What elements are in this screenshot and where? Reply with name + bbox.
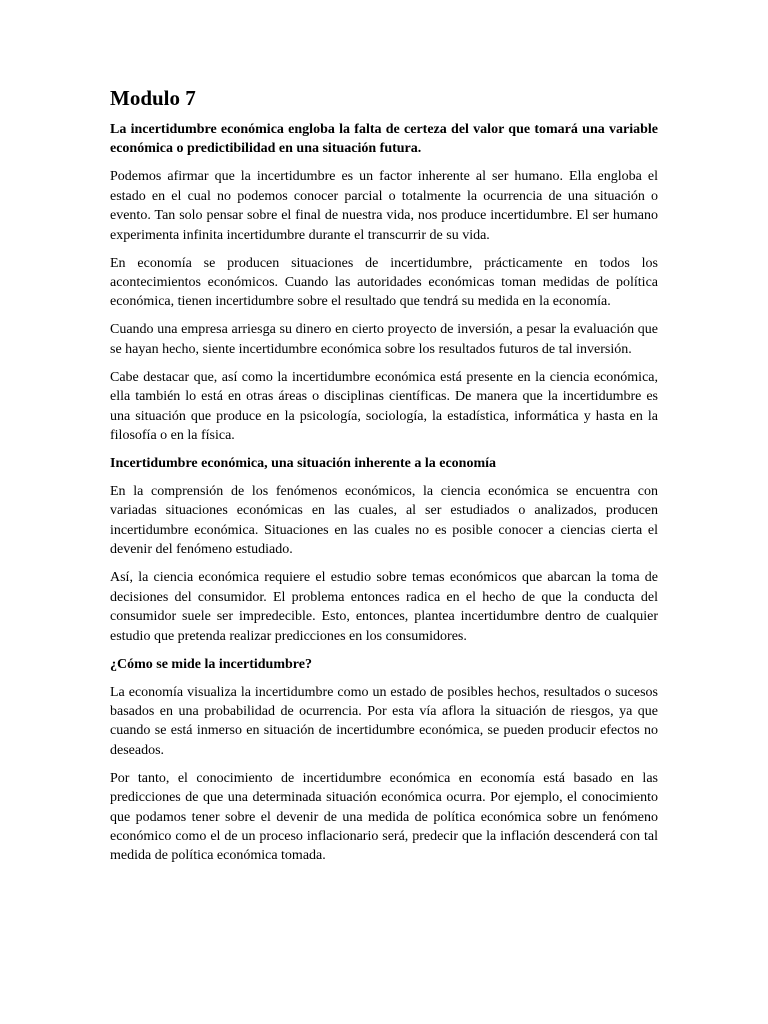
paragraph: Cuando una empresa arriesga su dinero en cierto proyecto de inversión, a pesar la evaluación que se hayan hecho, siente incertidumbre económica sobre los resultados futuros de tal inversión. [110,322,658,357]
section-heading: Incertidumbre económica, una situación inherente a la economía [110,456,497,472]
paragraph: En economía se producen situaciones de incertidumbre, prácticamente en todos los acontecimientos económicos. Cuando las autoridades económicas toman medidas de política económica, tienen incertidumbre sobre el resultado que tendrá su medida en la economía. [110,255,658,310]
paragraph: Podemos afirmar que la incertidumbre es un factor inherente al ser humano. Ella engloba el estado en el cual no podemos conocer parcial o totalmente la ocurrencia de una situación o evento. Tan solo pensar sobre el final de nuestra vida, nos produce incertidumbre. El ser humano experimenta infinita incertidumbre durante el transcurrir de su vida. [110,169,658,243]
document-title: Modulo 7 [110,86,196,110]
paragraph: Cabe destacar que, así como la incertidumbre económica está presente en la ciencia económica, ella también lo está en otras áreas o disciplinas científicas. De manera que la incertidumbre es una situación que produce en la psicología, sociología, la estadística, informática y hasta en la filosofía o en la física. [110,369,658,444]
paragraph: Por tanto, el conocimiento de incertidumbre económica en economía está basado en las predicciones de que una determinada situación económica ocurra. Por ejemplo, el conocimiento que podamos tener sobre el devenir de una medida de política económica sobre un fenómeno económico como el de un proceso inflacionario será, predecir que la inflación descenderá con tal medida de política económica tomada. [110,770,658,864]
lead-paragraph: La incertidumbre económica engloba la falta de certeza del valor que tomará una variable económica o predictibilidad en una situación futura. [110,122,658,157]
document-page [110,84,658,874]
paragraph: Así, la ciencia económica requiere el estudio sobre temas económicos que abarcan la toma de decisiones del consumidor. El problema entonces radica en el hecho de que la conducta del consumidor suele ser impredecible. Esto, entonces, plantea incertidumbre dentro de cualquier estudio que pretenda realizar predicciones en los consumidores. [110,570,658,644]
paragraph: En la comprensión de los fenómenos económicos, la ciencia económica se encuentra con variadas situaciones económicas en las cuales, al ser estudiados o analizados, producen incertidumbre económica. Situaciones en las cuales no es posible conocer a ciencias cierta el devenir del fenómeno estudiado. [110,484,658,558]
paragraph: La economía visualiza la incertidumbre como un estado de posibles hechos, resultados o sucesos basados en una probabilidad de ocurrencia. Por esta vía aflora la situación de riesgos, ya que cuando se está inmerso en situación de incertidumbre económica, se pueden producir efectos no deseados. [110,684,658,758]
section-heading: ¿Cómo se mide la incertidumbre? [110,656,312,672]
